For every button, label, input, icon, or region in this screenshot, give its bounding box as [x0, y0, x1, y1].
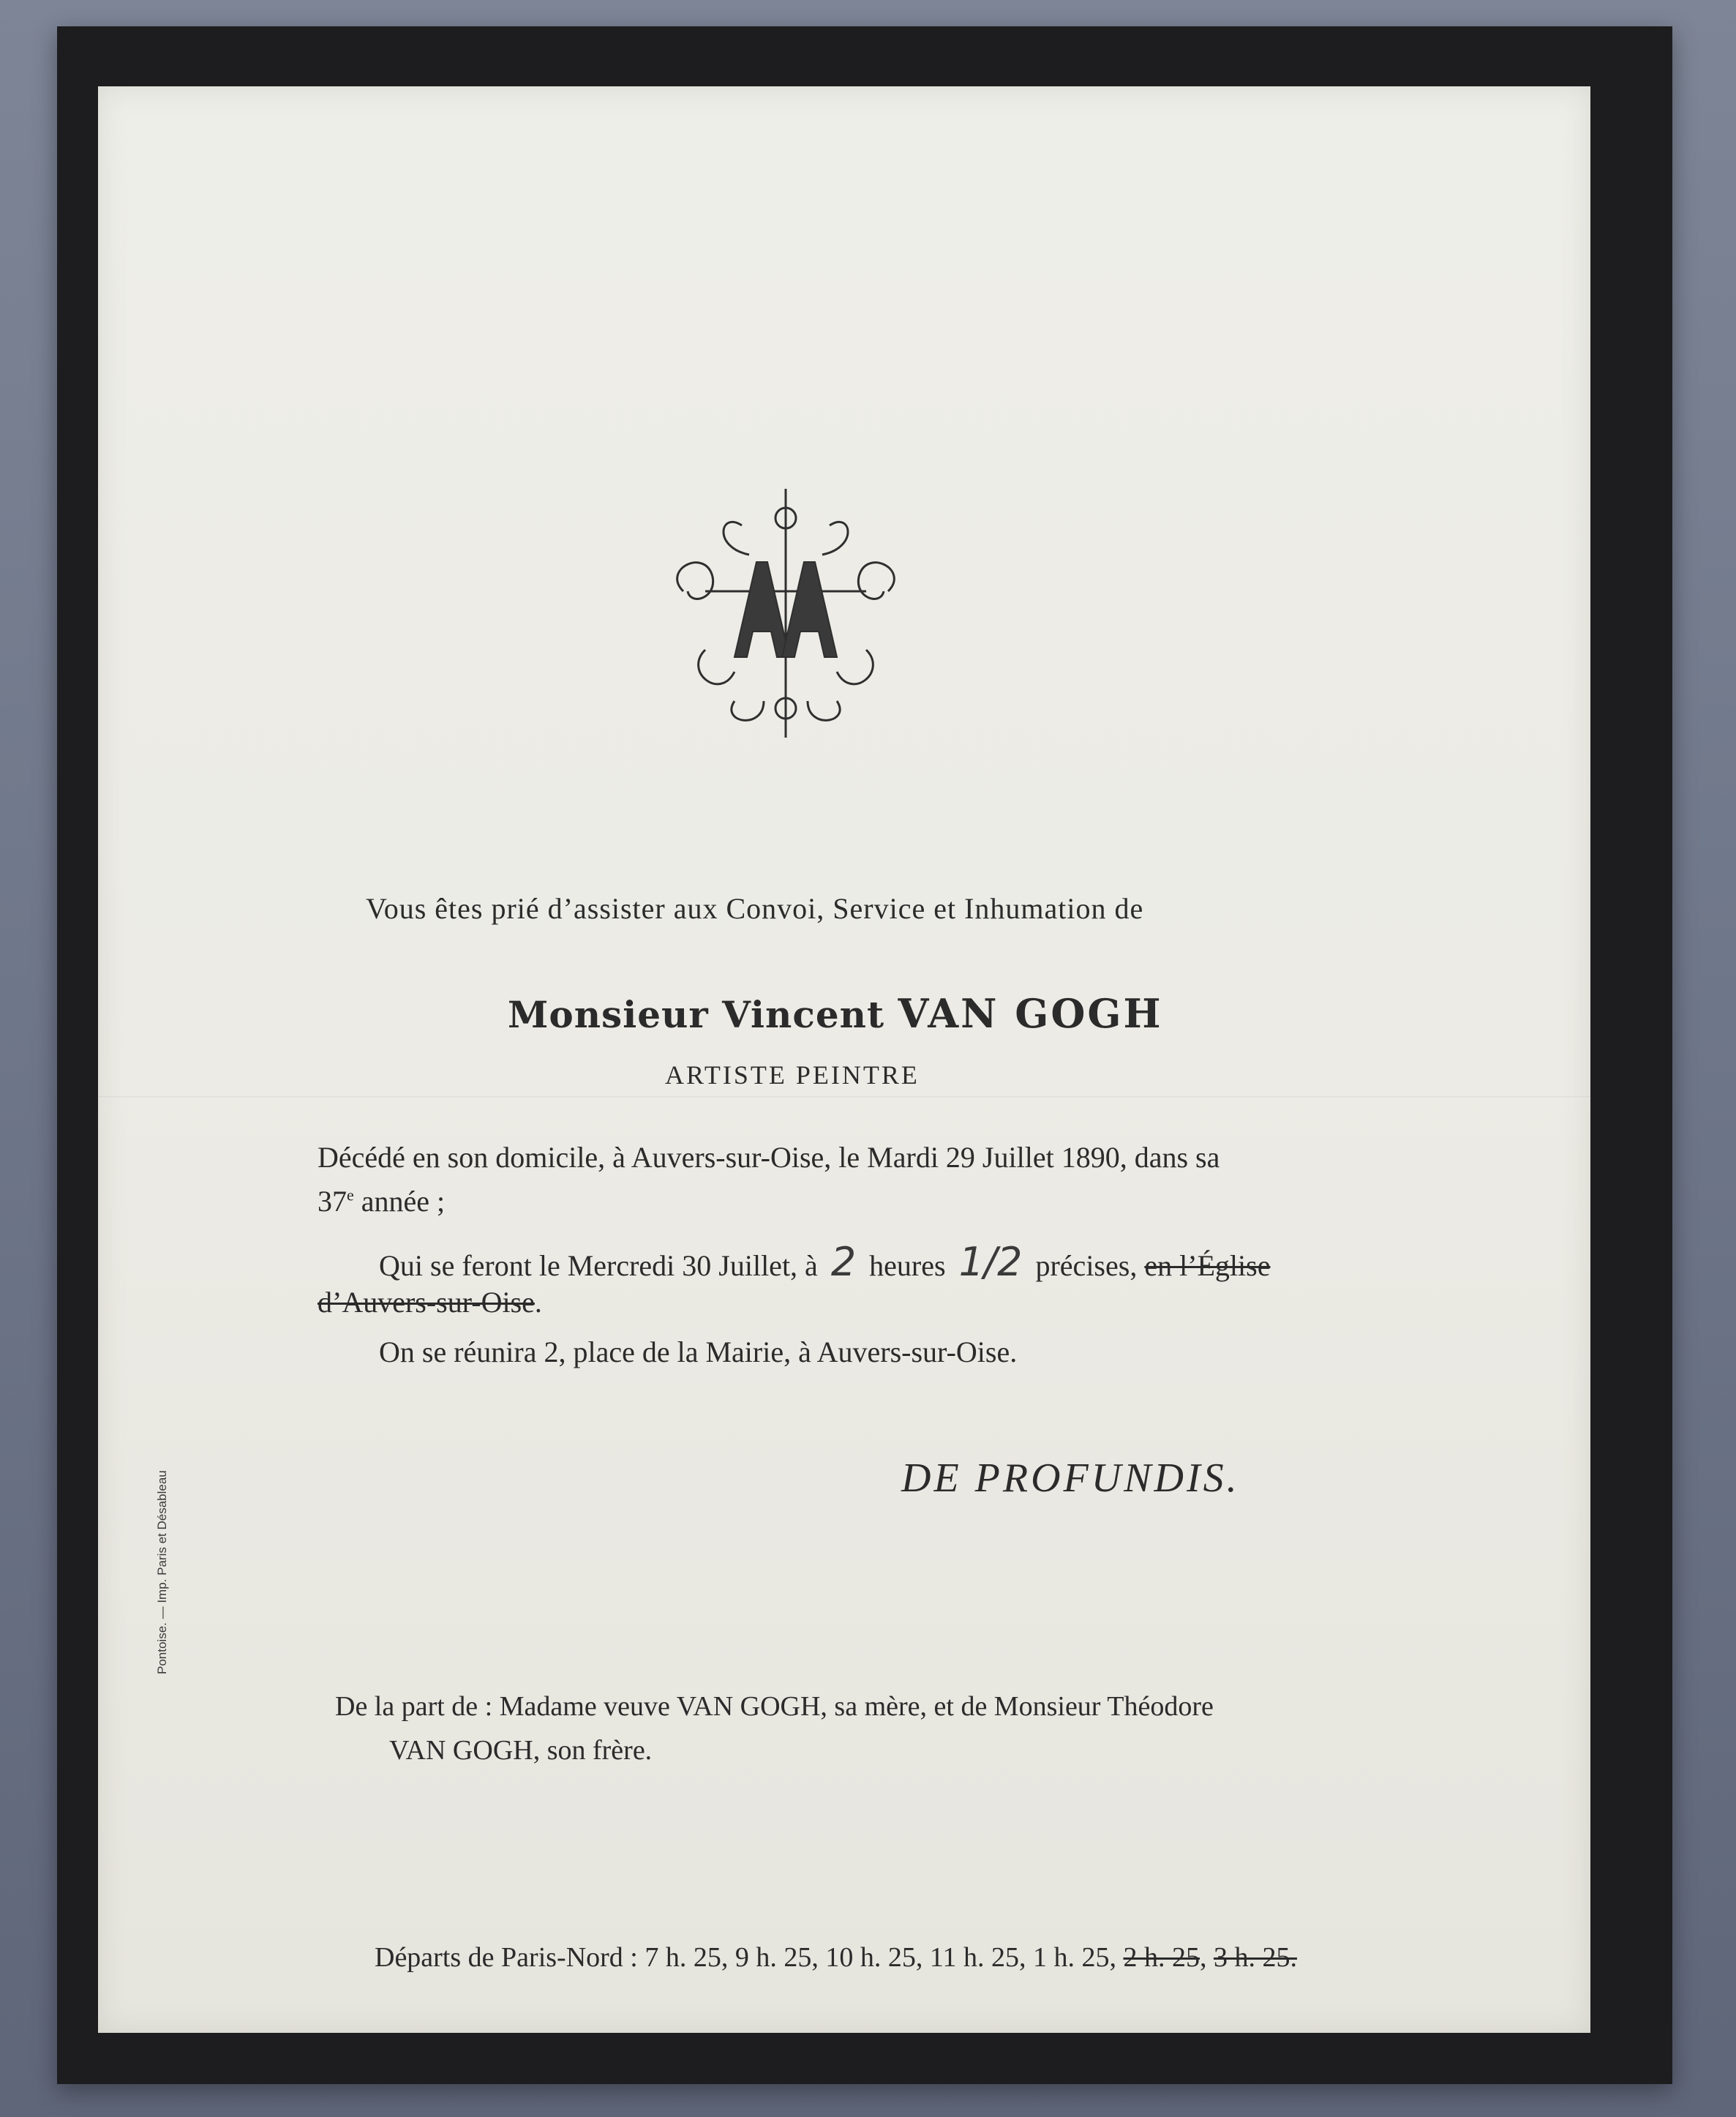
departures-label: Départs de Paris-Nord :: [375, 1942, 638, 1973]
ceremony-hours-word: heures: [869, 1249, 946, 1282]
profession: ARTISTE PEINTRE: [665, 1060, 920, 1090]
departures-active: 7 h. 25, 9 h. 25, 10 h. 25, 11 h. 25, 1 h. 25,: [645, 1942, 1116, 1973]
handwritten-hour: 2: [830, 1239, 857, 1285]
ceremony-precise: précises,: [1035, 1249, 1138, 1282]
struck-church-text: en l’Église: [1144, 1249, 1271, 1282]
departures-line: [375, 1941, 1297, 1974]
ornamental-monogram: [654, 482, 917, 745]
ceremony-end: .: [534, 1286, 542, 1319]
family-line-1: De la part de : Madame veuve VAN GOGH, sa mère, et de Monsieur Théodore: [335, 1691, 1214, 1722]
age-line: [317, 1184, 445, 1218]
deceased-name: [508, 990, 1163, 1037]
deceased-surname: VAN GOGH: [898, 990, 1163, 1037]
age-word: année ;: [361, 1185, 446, 1218]
deceased-prefix: Monsieur Vincent: [508, 993, 885, 1036]
departures-struck-2: 3 h. 25.: [1213, 1942, 1297, 1973]
ceremony-start: Qui se feront le Mercredi 30 Juillet, à: [379, 1249, 818, 1282]
invitation-line: Vous êtes prié d’assister aux Convoi, Service et Inhumation de: [366, 892, 1144, 925]
gathering-line: On se réunira 2, place de la Mairie, à Auvers-sur-Oise.: [379, 1335, 1018, 1368]
age-number: 37: [317, 1185, 347, 1218]
departures-separator: ,: [1199, 1942, 1207, 1973]
departures-struck-1: 2 h. 25: [1123, 1942, 1200, 1973]
age-suffix: e: [347, 1185, 354, 1204]
family-line-2: VAN GOGH, son frère.: [389, 1735, 653, 1766]
prayer-heading: DE PROFUNDIS.: [901, 1455, 1240, 1501]
printer-imprint: Pontoise. — Imp. Paris et Désableau: [155, 1470, 169, 1674]
ceremony-line: [379, 1239, 1270, 1285]
ceremony-line-continued: [317, 1285, 542, 1319]
funeral-announcement-card: [98, 86, 1590, 2033]
death-line: Décédé en son domicile, à Auvers-sur-Oise, le Mardi 29 Juillet 1890, dans sa: [317, 1141, 1220, 1174]
struck-auvers-text: d’Auvers-sur-Oise: [317, 1286, 535, 1319]
handwritten-half: 1/2: [958, 1239, 1023, 1285]
fold-crease: [98, 1096, 1590, 1099]
